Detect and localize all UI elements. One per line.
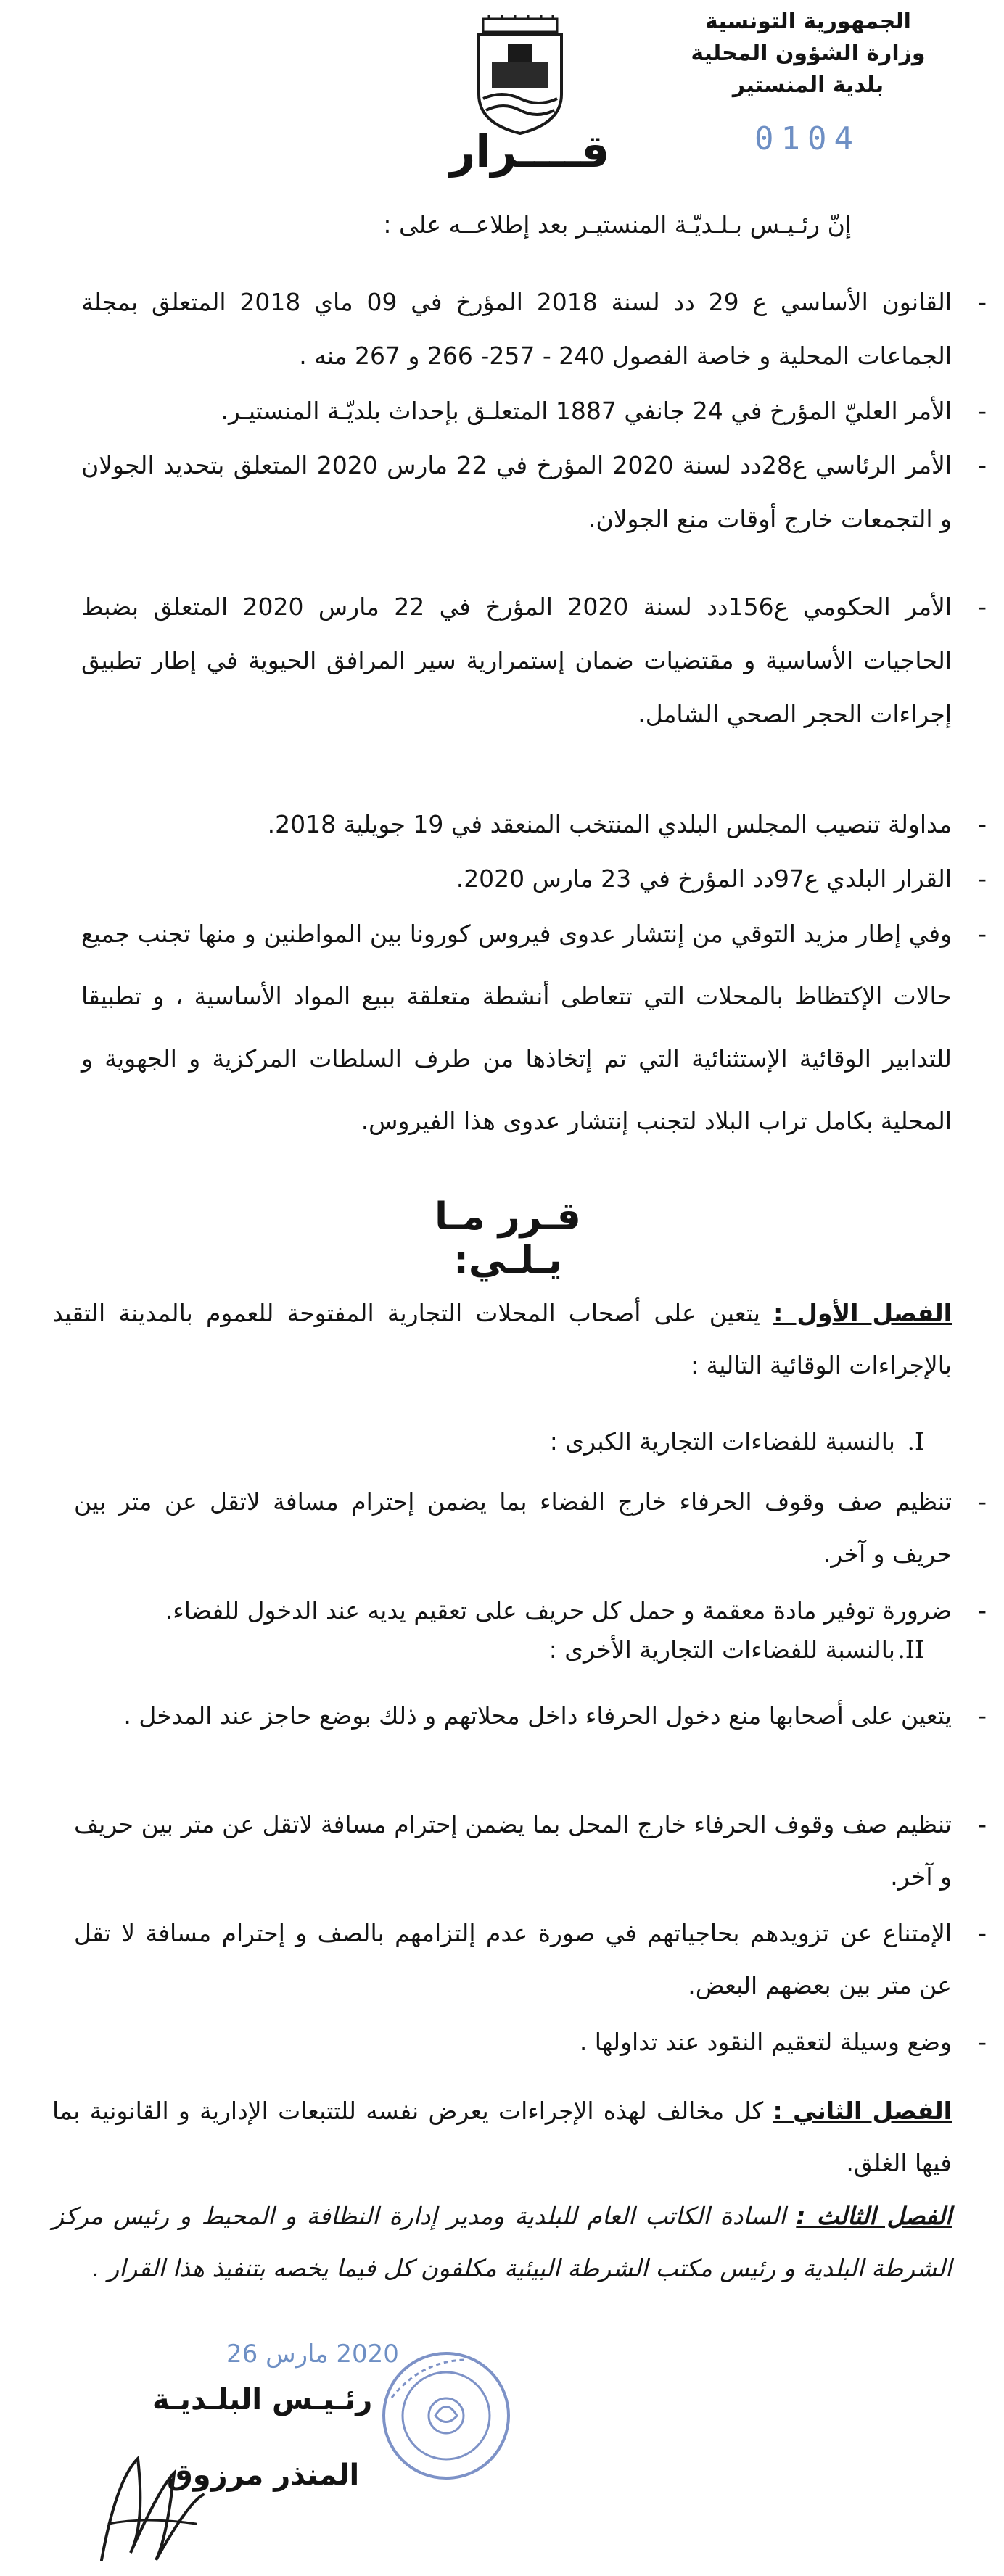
section-2-bullet: - وضع وسيلة لتعقيم النقود عند تداولها . [579,2028,987,2056]
reference-item: - الأمر العليّ المؤرخ في 24 جانفي 1887 المتعلـق بإحداث بلديّـة المنستيـر. [221,397,987,425]
date-stamp: 2020 مارس 26 [226,2340,399,2369]
chapter-3 [52,2190,952,2295]
reference-item: - مداولة تنصيب المجلس البلدي المنتخب المنعقد في 19 جويلية 2018. [267,810,987,838]
decided-heading: قـرر مـا يـلـي: [435,1195,581,1282]
chapter-2-label: الفصل الثاني : [773,2097,952,2125]
header-country: الجمهورية التونسية [705,9,911,34]
chapter-1-label: الفصل الأول : [773,1299,952,1327]
reference-item: - الأمر الرئاسي ع28دد لسنة 2020 المؤرخ في 22 مارس 2020 المتعلق بتحديد الجولان و التجمعات خارج أوقات منع الجولان. [81,451,987,533]
section-2-bullet: - يتعين على أصحابها منع دخول الحرفاء داخل محلاتهم و ذلك بوضع حاجز عند المدخل . [123,1701,987,1730]
reference-item: - القانون الأساسي ع 29 دد لسنة 2018 المؤرخ في 09 ماي 2018 المتعلق بمجلة الجماعات المحلية و خاصة الفصول 240 - 257- 266 و 267 منه . [81,288,987,370]
header-ministry: وزارة الشؤون المحلية [691,41,926,66]
document-title: قــــرار [449,125,610,178]
section-2-bullet: - الإمتناع عن تزويدهم بحاجياتهم في صورة عدم إلتزامهم بالصف و إحترام مسافة لا تقل عن متر بين بعضهم البعض. [74,1919,987,1999]
header-municipality: بلدية المنستير [732,73,884,98]
chapter-1 [52,1287,952,1392]
section-2-bullet: - تنظيم صف وقوف الحرفاء خارج المحل بما يضمن إحترام مسافة لاتقل عن متر بين حريف و آخر. [74,1810,987,1891]
chapter-3-text: السادة الكاتب العام للبلدية ومدير إدارة النظافة و المحيط و رئيس مركز الشرطة البلدية و رئيس مكتب الشرطة البيئية مكلفون كل فيما يخصه بتنفيذ هذا القرار . [52,2202,952,2282]
chapter-2 [52,2085,952,2189]
reference-item: - القرار البلدي ع97دد المؤرخ في 23 مارس 2020. [456,864,987,893]
official-seal-icon [377,2347,515,2485]
chapter-2-text: كل مخالف لهذه الإجراءات يعرض نفسه للتتبعات الإدارية و القانونية بما فيها الغلق. [52,2097,952,2177]
signatory-title: رئـيـس البلـديـة [152,2383,373,2416]
handwritten-signature-icon [87,2437,210,2575]
reference-item: - الأمر الحكومي ع156دد لسنة 2020 المؤرخ في 22 مارس 2020 المتعلق بضبط الحاجيات الأساسية و مقتضيات ضمان إستمرارية سير المرافق الحيوية في إطار تطبيق إجراءات الحجر الصحي الشامل. [81,593,987,728]
section-1-title: I. بالنسبة للفضاءات التجارية الكبرى : [549,1427,924,1456]
issuer-header [663,6,953,102]
municipality-emblem-icon [473,15,567,136]
section-1-bullet: - ضرورة توفير مادة معقمة و حمل كل حريف على تعقيم يديه عند الدخول للفضاء. [165,1596,987,1625]
chapter-1-text: يتعين على أصحاب المحلات التجارية المفتوحة للعموم بالمدينة التقيد بالإجراءات الوقائية التالية : [52,1299,952,1379]
section-2-title: II. بالنسبة للفضاءات التجارية الأخرى : [548,1635,924,1664]
decision-number: 0104 [754,120,860,157]
reference-item: - وفي إطار مزيد التوقي من إنتشار عدوى فيروس كورونا بين المواطنين و منها تجنب جميع حالات الإكتظاظ بالمحلات التي تتعاطى أنشطة متعلقة ببيع المواد الأساسية ، و تطبيقا للتدابير الوقائية الإستثنائية التي تم إتخاذها من طرف السلطات المركزية و الجهوية و المحلية بكامل تراب البلاد لتجنب إنتشار عدوى هذا الفيروس. [81,920,987,1135]
section-1-bullet: - تنظيم صف وقوف الحرفاء خارج الفضاء بما يضمن إحترام مسافة لاتقل عن متر بين حريف و آخر. [74,1487,987,1568]
preamble: إنّ رئـيـس بـلـديّـة المنستيـر بعد إطلاعــه على : [383,210,852,239]
signatory-name: المنذر مرزوق [167,2459,360,2492]
chapter-3-label: الفصل الثالث : [796,2202,952,2230]
